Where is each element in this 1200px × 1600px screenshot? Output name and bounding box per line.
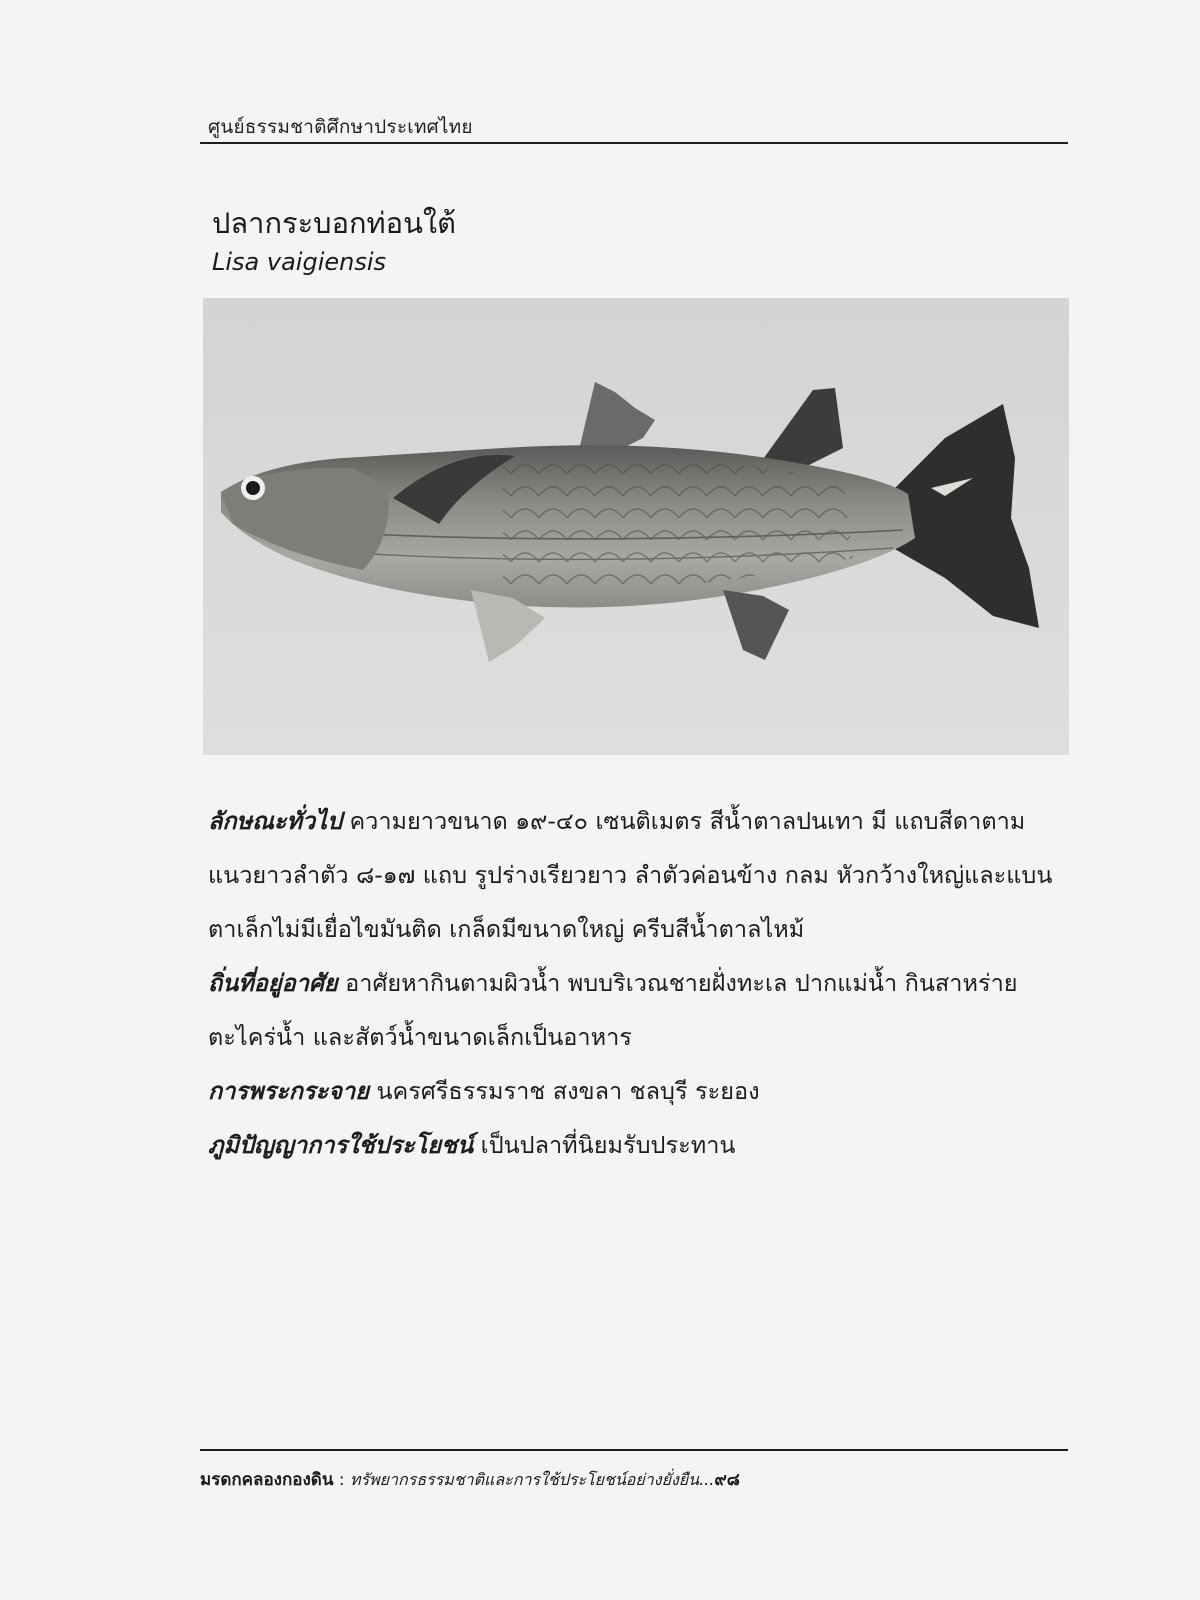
section-text: ความยาวขนาด ๑๙-๔๐ เซนติเมตร สีน้ำตาลปนเทา มี แถบสีดาตามแนวยาวลำตัว ๘-๑๗ แถบ รูปร่างเรียวยาว ลำตัวค่อนข้าง กลม หัวกว้างใหญ่และแบน ตาเล็กไม่มีเยื่อไขมันติด เกล็ดมีขนาดใหญ่ ครีบสีน้ำตาลไหม้ xyxy=(208,807,1053,943)
fish-photo xyxy=(203,298,1069,755)
footer-rule xyxy=(200,1449,1068,1451)
species-thai-name: ปลากระบอกท่อนใต้ xyxy=(212,206,456,240)
section-label: ถิ่นที่อยู่อาศัย xyxy=(208,969,338,997)
section-general-characteristics xyxy=(208,794,1068,956)
section-text: อาศัยหากินตามผิวน้ำ พบบริเวณชายฝั่งทะเล ปากแม่น้ำ กินสาหร่าย ตะไคร่น้ำ และสัตว์น้ำขนาดเล็กเป็นอาหาร xyxy=(208,969,1018,1051)
page-footer xyxy=(200,1466,740,1493)
section-label: การพระกระจาย xyxy=(208,1077,369,1105)
section-text: เป็นปลาที่นิยมรับประทาน xyxy=(473,1131,736,1159)
footer-book-title: มรดกคลองกองดิน xyxy=(200,1470,334,1490)
page-number: ๙๘ xyxy=(714,1470,740,1490)
section-habitat xyxy=(208,956,1068,1064)
running-header: ศูนย์ธรรมชาติศึกษาประเทศไทย xyxy=(208,116,473,138)
section-text: นครศรีธรรมราช สงขลา ชลบุรี ระยอง xyxy=(369,1077,760,1105)
species-scientific-name: Lisa vaigiensis xyxy=(212,248,387,276)
section-label: ภูมิปัญญาการใช้ประโยชน์ xyxy=(208,1131,474,1159)
footer-separator: : xyxy=(333,1470,350,1490)
section-local-wisdom xyxy=(208,1118,1068,1172)
header-rule xyxy=(200,142,1068,144)
section-distribution xyxy=(208,1064,1068,1118)
section-label: ลักษณะทั่วไป xyxy=(208,807,342,835)
footer-subtitle: ทรัพยากรธรรมชาติและการใช้ประโยชน์อย่างยั่งยืน... xyxy=(349,1470,715,1489)
species-description xyxy=(208,794,1068,1172)
